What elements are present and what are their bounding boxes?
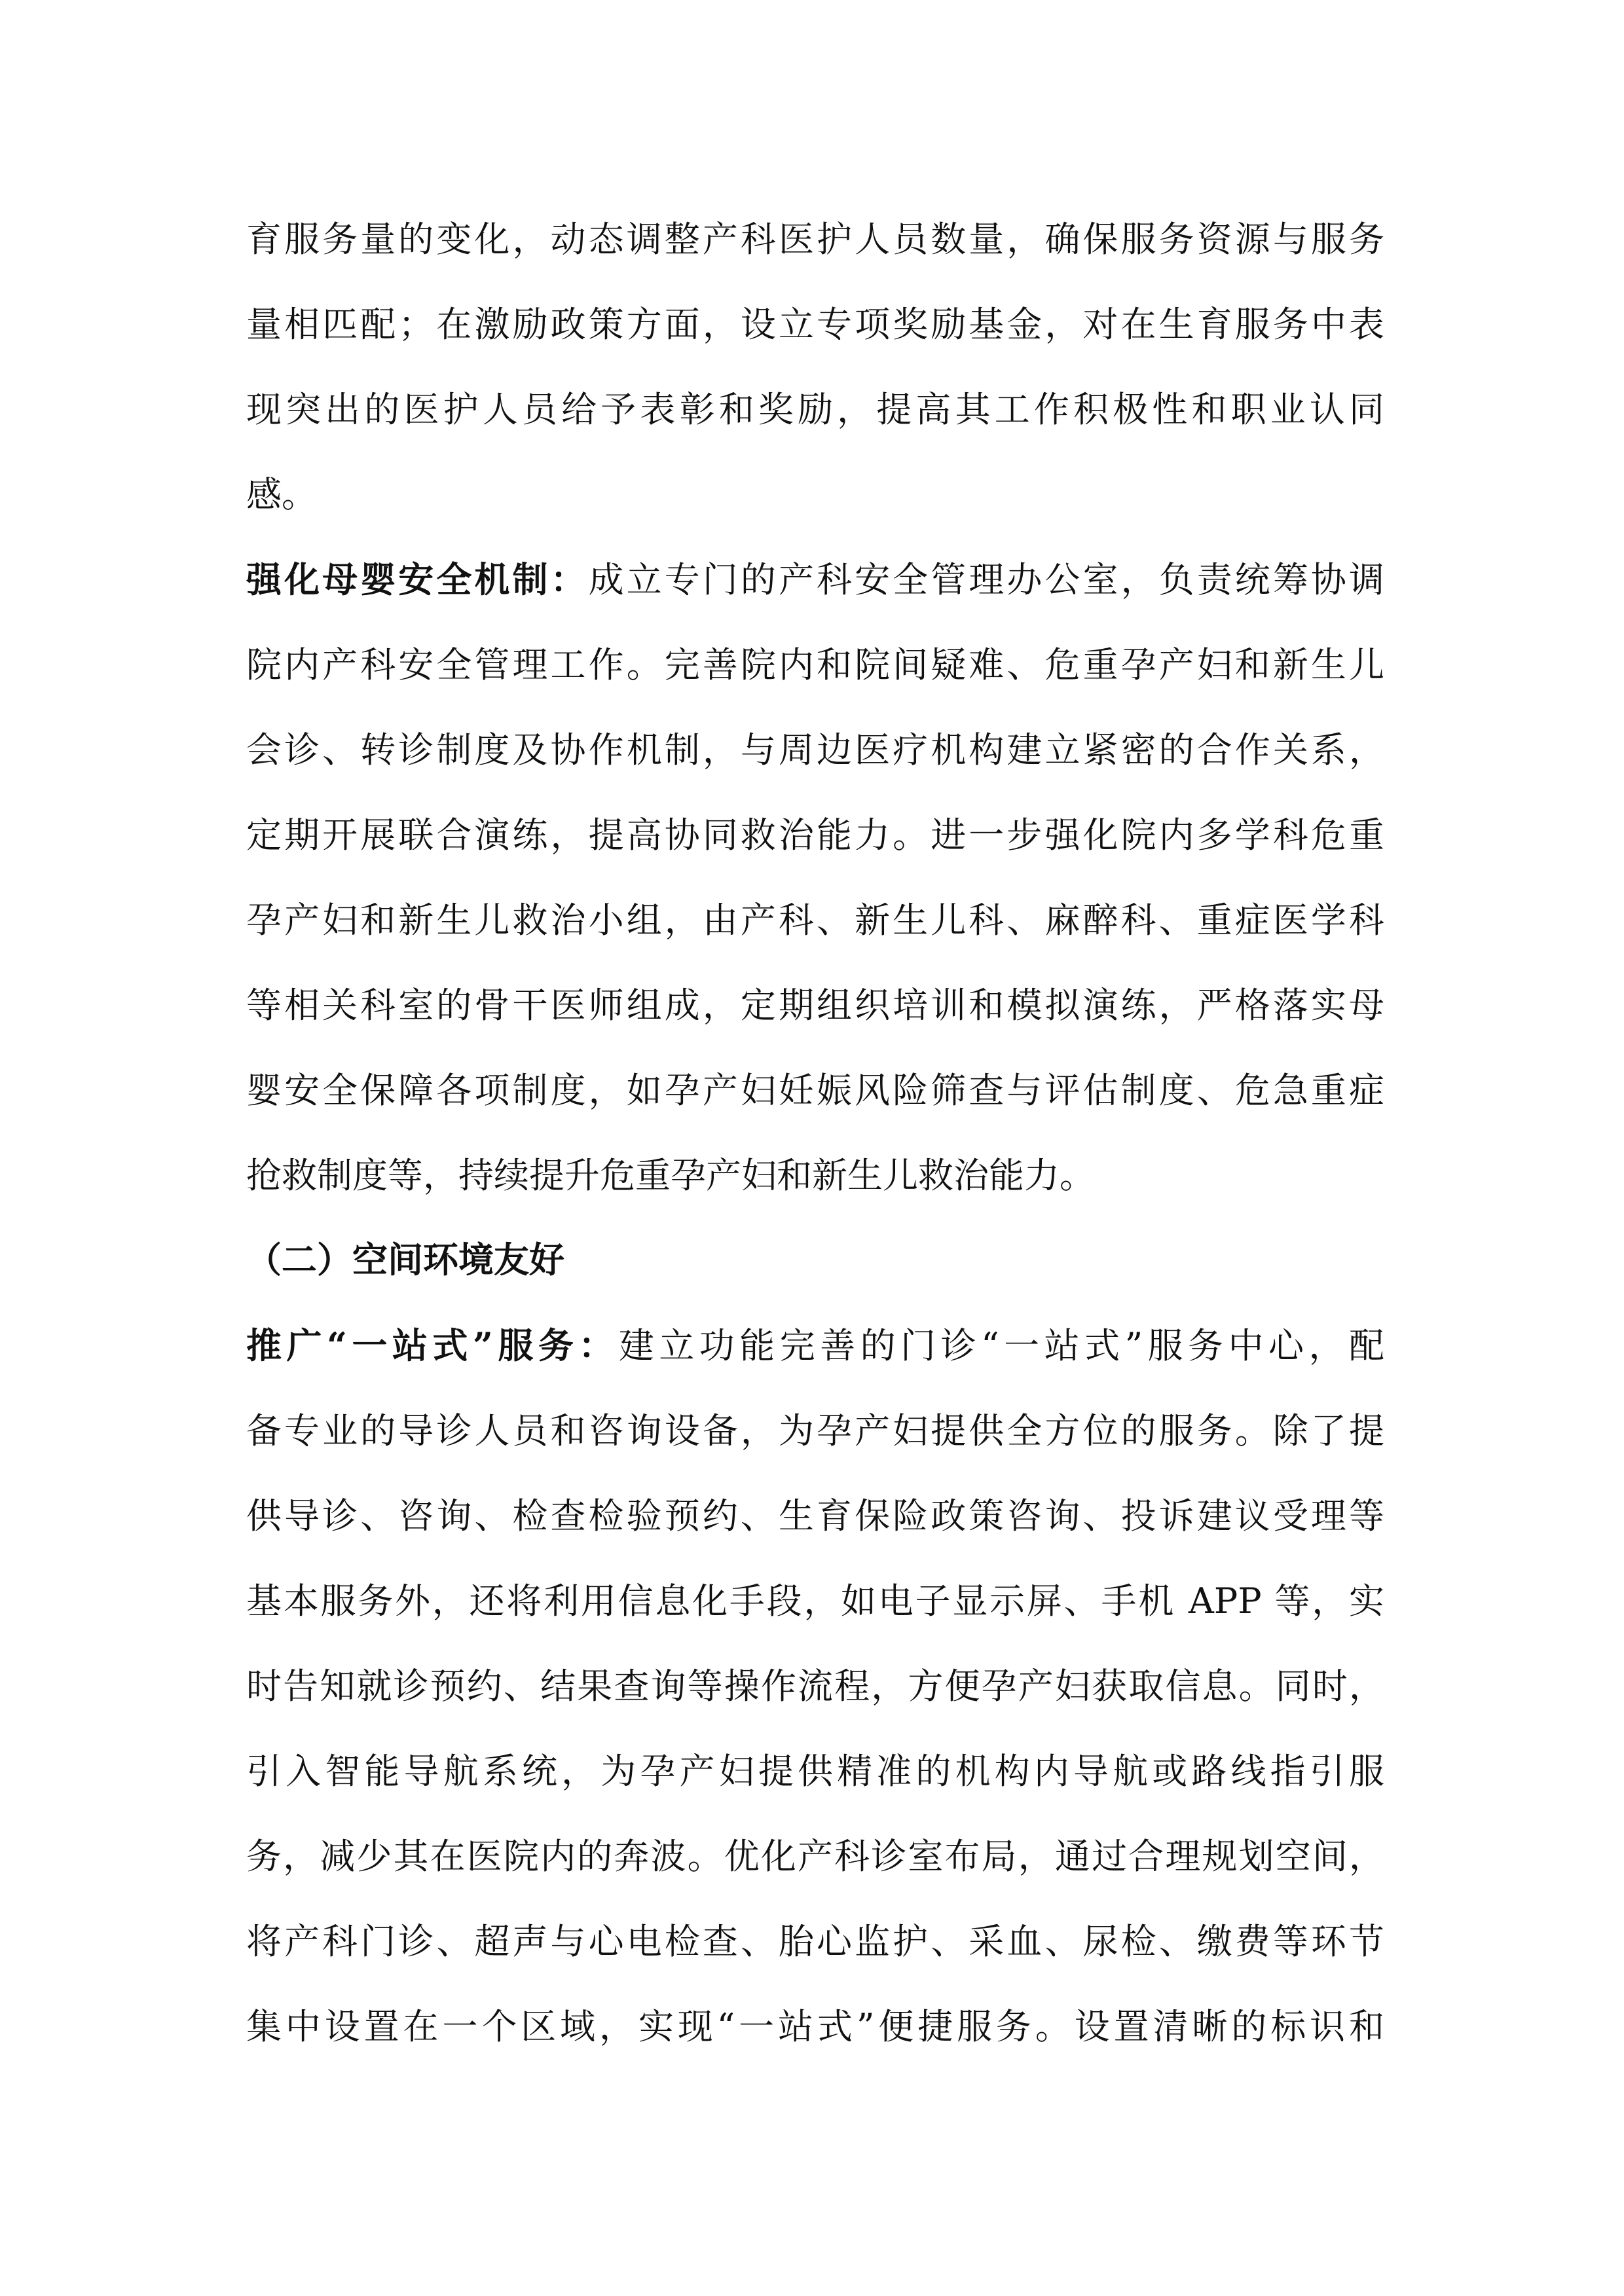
section-lead-one-stop-service: 推广“一站式”服务： bbox=[246, 1324, 619, 1366]
line-text: 量相匹配；在激励政策方面，设立专项奖励基金，对在生育服务中表 bbox=[246, 304, 1384, 345]
section-heading bbox=[246, 1218, 1384, 1303]
line-text: 建立功能完善的门诊“一站式”服务中心，配 bbox=[618, 1325, 1384, 1366]
line-text: 时告知就诊预约、结果查询等操作流程，方便孕产妇获取信息。同时， bbox=[246, 1666, 1384, 1707]
text-line bbox=[246, 1133, 1384, 1218]
text-line bbox=[246, 1899, 1384, 1984]
text-line bbox=[246, 1048, 1384, 1133]
line-text: 院内产科安全管理工作。完善院内和院间疑难、危重孕产妇和新生儿 bbox=[246, 644, 1384, 685]
section-lead-maternal-safety: 强化母婴安全机制： bbox=[246, 558, 589, 600]
text-line bbox=[246, 1558, 1384, 1643]
line-text: 务，减少其在医院内的奔波。优化产科诊室布局，通过合理规划空间， bbox=[246, 1836, 1384, 1877]
line-text: 现突出的医护人员给予表彰和奖励，提高其工作积极性和职业认同 bbox=[246, 389, 1384, 430]
line-text: 抢救制度等，持续提升危重孕产妇和新生儿救治能力。 bbox=[246, 1155, 1095, 1196]
text-line bbox=[246, 792, 1384, 877]
line-text: 会诊、转诊制度及协作机制，与周边医疗机构建立紧密的合作关系， bbox=[246, 729, 1384, 771]
text-line bbox=[246, 1473, 1384, 1558]
text-line bbox=[246, 452, 1384, 537]
line-text: 孕产妇和新生儿救治小组，由产科、新生儿科、麻醉科、重症医学科 bbox=[246, 900, 1384, 941]
line-text: 成立专门的产科安全管理办公室，负责统筹协调 bbox=[588, 559, 1384, 600]
text-line bbox=[246, 877, 1384, 962]
text-line bbox=[246, 962, 1384, 1048]
text-line bbox=[246, 537, 1384, 622]
line-text: 婴安全保障各项制度，如孕产妇妊娠风险筛查与评估制度、危急重症 bbox=[246, 1070, 1384, 1111]
line-text: 基本服务外，还将利用信息化手段，如电子显示屏、手机 APP 等，实 bbox=[246, 1580, 1384, 1622]
text-line bbox=[246, 707, 1384, 792]
text-line bbox=[246, 282, 1384, 367]
text-line bbox=[246, 1643, 1384, 1728]
line-text: 备专业的导诊人员和咨询设备，为孕产妇提供全方位的服务。除了提 bbox=[246, 1410, 1384, 1451]
text-line bbox=[246, 367, 1384, 452]
text-column bbox=[246, 196, 1384, 2069]
text-line bbox=[246, 1388, 1384, 1473]
text-line bbox=[246, 1813, 1384, 1899]
text-line bbox=[246, 1728, 1384, 1813]
text-line bbox=[246, 196, 1384, 282]
line-text: 供导诊、咨询、检查检验预约、生育保险政策咨询、投诉建议受理等 bbox=[246, 1495, 1384, 1537]
text-line bbox=[246, 1303, 1384, 1388]
line-text: 等相关科室的骨干医师组成，定期组织培训和模拟演练，严格落实母 bbox=[246, 985, 1384, 1026]
line-text: 育服务量的变化，动态调整产科医护人员数量，确保服务资源与服务 bbox=[246, 219, 1384, 260]
text-line bbox=[246, 1984, 1384, 2069]
line-text: 感。 bbox=[246, 474, 317, 515]
line-text: 将产科门诊、超声与心电检查、胎心监护、采血、尿检、缴费等环节 bbox=[246, 1921, 1384, 1962]
line-text: 集中设置在一个区域，实现“一站式”便捷服务。设置清晰的标识和 bbox=[246, 2006, 1384, 2047]
line-text: 定期开展联合演练，提高协同救治能力。进一步强化院内多学科危重 bbox=[246, 814, 1384, 856]
text-line bbox=[246, 622, 1384, 707]
line-text: 引入智能导航系统，为孕产妇提供精准的机构内导航或路线指引服 bbox=[246, 1751, 1384, 1792]
section-heading-text: （二）空间环境友好 bbox=[246, 1239, 564, 1281]
